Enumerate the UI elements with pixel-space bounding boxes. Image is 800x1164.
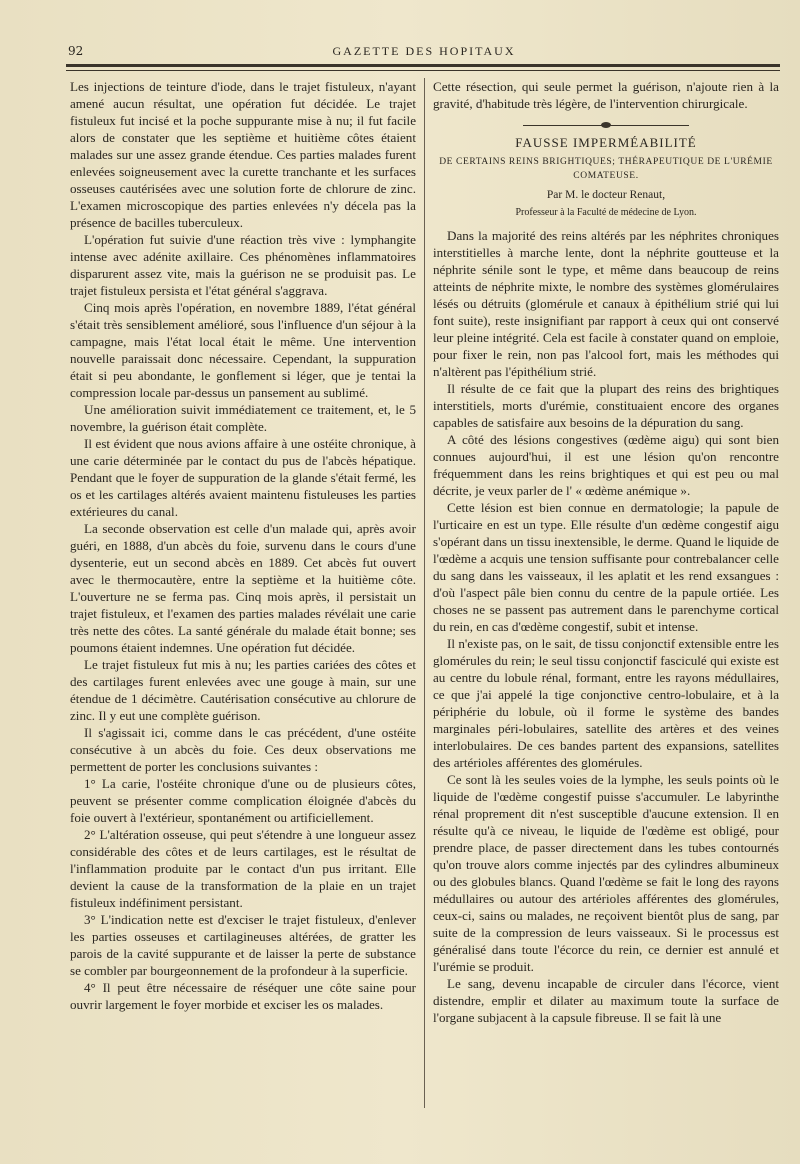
conclusion-item: 4° Il peut être nécessaire de réséquer une côte saine pour ouvrir largement le foyer morbide et exciser les os malades.: [70, 980, 416, 1012]
paragraph: Les injections de teinture d'iode, dans le trajet fistuleux, n'ayant amené aucun résultat, une opération fut décidée. Le trajet fistuleux fut incisé et la poche suppurante mise à nu; il fut facile alors de constater que les septième et huitième côtes étaient malades sur une assez grande étendue. Ces parties malades furent enlevées soigneusement avec la curette tranchante et les surfaces osseuses cautérisées avec une solution forte de chlorure de zinc. L'examen microscopique des parties enlevées n'y décela pas la présence de bacilles tuberculeux.: [70, 79, 416, 230]
article-author: Par M. le docteur Renaut,: [546, 189, 666, 201]
right-column: [433, 78, 779, 1026]
article-subtitle: DE CERTAINS REINS BRIGHTIQUES; THÉRAPEUTIQUE DE L'URÉMIE COMATEUSE.: [439, 157, 773, 181]
page-number: 92: [68, 44, 84, 58]
paragraph: Il s'agissait ici, comme dans le cas précédent, d'une ostéite consécutive à un abcès du foie. Ces deux observations me permettent de porter les conclusions suivantes :: [70, 725, 416, 774]
article-affiliation: Professeur à la Faculté de médecine de Lyon.: [515, 207, 697, 218]
left-column: [70, 78, 416, 1013]
article-separator: [433, 120, 779, 130]
paragraph: La seconde observation est celle d'un malade qui, après avoir guéri, en 1888, d'un abcès du foie, survenu dans le cours d'une dysenterie, eut un second abcès en 1889. Cet abcès fut ouvert avec le thermocautère, entre la septième et la huitième côte. L'ouverture ne se ferma pas. Cinq mois après, il persistait un trajet fistuleux, et l'examen des parties malades révélait une carie très nette des côtes. La santé générale du malade était bonne; ses poumons étaient indemnes. Une opération fut décidée.: [70, 521, 416, 655]
page-header: [68, 40, 780, 62]
running-title: GAZETTE DES HOPITAUX: [332, 44, 516, 58]
conclusion-item: 2° L'altération osseuse, qui peut s'étendre à une longueur assez considérable des côtes et de leurs cartilages, est le résultat de l'inflammation produite par le contact d'un pus irritant. Elle devient la cause de la transformation de la plaie en un trajet fistuleux indéfiniment persistant.: [70, 827, 416, 910]
header-rule-thin: [66, 70, 780, 71]
paragraph: Ce sont là les seules voies de la lymphe, les seuls points où le liquide de l'œdème congestif puisse s'accumuler. Le labyrinthe rénal proprement dit n'est susceptible d'aucune extension. Il en résulte qu'à ce niveau, le liquide de l'œdème est obligé, pour prendre place, de passer directement dans les tubes contournés qu'on trouve alors comme injectés par des cylindres albumineux ou des globules blancs. Quand l'œdème se fait le long des rayons médullaires ou autour des artérioles afférentes des glomérules, ceux-ci, sains ou malades, ne reçoivent bientôt plus de sang, par suite de la compression de leurs vaisseaux. Si le processus est généralisé dans toute l'écorce du rein, ce dernier est annulé et l'urémie se produit.: [433, 772, 779, 974]
paragraph: L'opération fut suivie d'une réaction très vive : lymphangite intense avec adénite axillaire. Ces phénomènes inflammatoires disparurent assez vite, mais la guérison ne se produisit pas. Le trajet fistuleux persista et l'état général s'aggrava.: [70, 232, 416, 298]
paragraph: A côté des lésions congestives (œdème aigu) qui sont bien connues aujourd'hui, il est une lésion qu'on rencontre fréquemment dans les reins brightiques et qui est peu ou mal décrite, je veux parler de l' « œdème anémique ».: [433, 432, 779, 498]
paragraph: Il est évident que nous avions affaire à une ostéite chronique, à une carie déterminée par le contact du pus de l'abcès hépatique. Pendant que le foyer de suppuration de la glande s'était fermé, les os et les cartilages altérés avaient maintenu fistuleuses les parties extérieures du canal.: [70, 436, 416, 519]
conclusion-item: 3° L'indication nette est d'exciser le trajet fistuleux, d'enlever les parties osseuses et cartilagineuses altérées, de gratter les parois de la cavité suppurante et de laisser la perte de substance se combler par bourgeonnement de la profondeur à la superficie.: [70, 912, 416, 978]
paragraph: Cinq mois après l'opération, en novembre 1889, l'état général s'était très sensiblement amélioré, sous l'influence d'un séjour à la campagne, mais l'état local était le même. Une intervention nouvelle paraissait donc nécessaire. Cependant, la suppuration était si peu abondante, le gonflement si léger, que je tentai la compression locale par-dessus un pansement au sublimé.: [70, 300, 416, 400]
paragraph: Une amélioration suivit immédiatement ce traitement, et, le 5 novembre, la guérison était complète.: [70, 402, 416, 434]
paragraph: Il résulte de ce fait que la plupart des reins des brightiques interstitiels, morts d'urémie, constituaient encore des organes capables de satisfaire aux besoins de la dépuration du sang.: [433, 381, 779, 430]
column-divider: [424, 78, 425, 1108]
paragraph: Cette résection, qui seule permet la guérison, n'ajoute rien à la gravité, d'habitude très légère, de l'intervention chirurgicale.: [433, 79, 779, 111]
paragraph: Le sang, devenu incapable de circuler dans l'écorce, vient distendre, emplir et dilater au maximum toute la surface de l'organe subjacent à la capsule fibreuse. Il se fait là une: [433, 976, 779, 1025]
header-rule-thick: [66, 64, 780, 67]
article-title: FAUSSE IMPERMÉABILITÉ: [515, 135, 697, 150]
paragraph: Le trajet fistuleux fut mis à nu; les parties cariées des côtes et des cartilages furent enlevées avec une gouge à main, sur une étendue de 1 décimètre. Cautérisation consécutive au chlorure de zinc. Il y eut une complète guérison.: [70, 657, 416, 723]
paragraph: Cette lésion est bien connue en dermatologie; la papule de l'urticaire en est un type. Elle résulte d'un œdème congestif aigu s'opérant dans un tissu inextensible, le derme. Quand le liquide de l'œdème a acquis une tension suffisante pour contrebalancer celle du sang dans les vaisseaux, il les aplatit et les rend exsangues : d'où l'aspect pâle bien connu du centre de la papule ortiée. Les choses ne se passent pas autrement dans le parenchyme cortical du rein, en cas d'œdème congestif, subit et intense.: [433, 500, 779, 634]
paragraph: Dans la majorité des reins altérés par les néphrites chroniques interstitielles à marche lente, dont la néphrite goutteuse et la néphrite sénile sont le type, et même dans beaucoup de reins atteints de néphrite mixte, le nombre des systèmes glomérulaires lésés ou détruits (glomérule et canaux à épithélium strié qui lui font suite), reste insignifiant par rapport à ceux qui ont conservé leur pleine intégrité. Cela est facile à constater quand on emploie, pour fixer le rein, non pas l'alcool fort, mais les méthodes qui n'altèrent pas l'épithélium strié.: [433, 228, 779, 379]
paragraph: Il n'existe pas, on le sait, de tissu conjonctif extensible entre les glomérules du rein; le seul tissu conjonctif fasciculé qui existe est au centre du lobule rénal, formant, entre les rayons médullaires, ce que j'ai appelé la tige conjonctive centro-lobulaire, et à la périphérie du lobule, où il forme le système des bandes marginales péri-lobulaires, satellite des artères et des veines interlobulaires. De ces bandes partent des expansions, satellites des artérioles afférentes des glomérules.: [433, 636, 779, 770]
conclusion-item: 1° La carie, l'ostéite chronique d'une ou de plusieurs côtes, peuvent se présenter comme complication éloignée d'abcès du foie ouvert à l'extérieur, spontanément ou artificiellement.: [70, 776, 416, 825]
